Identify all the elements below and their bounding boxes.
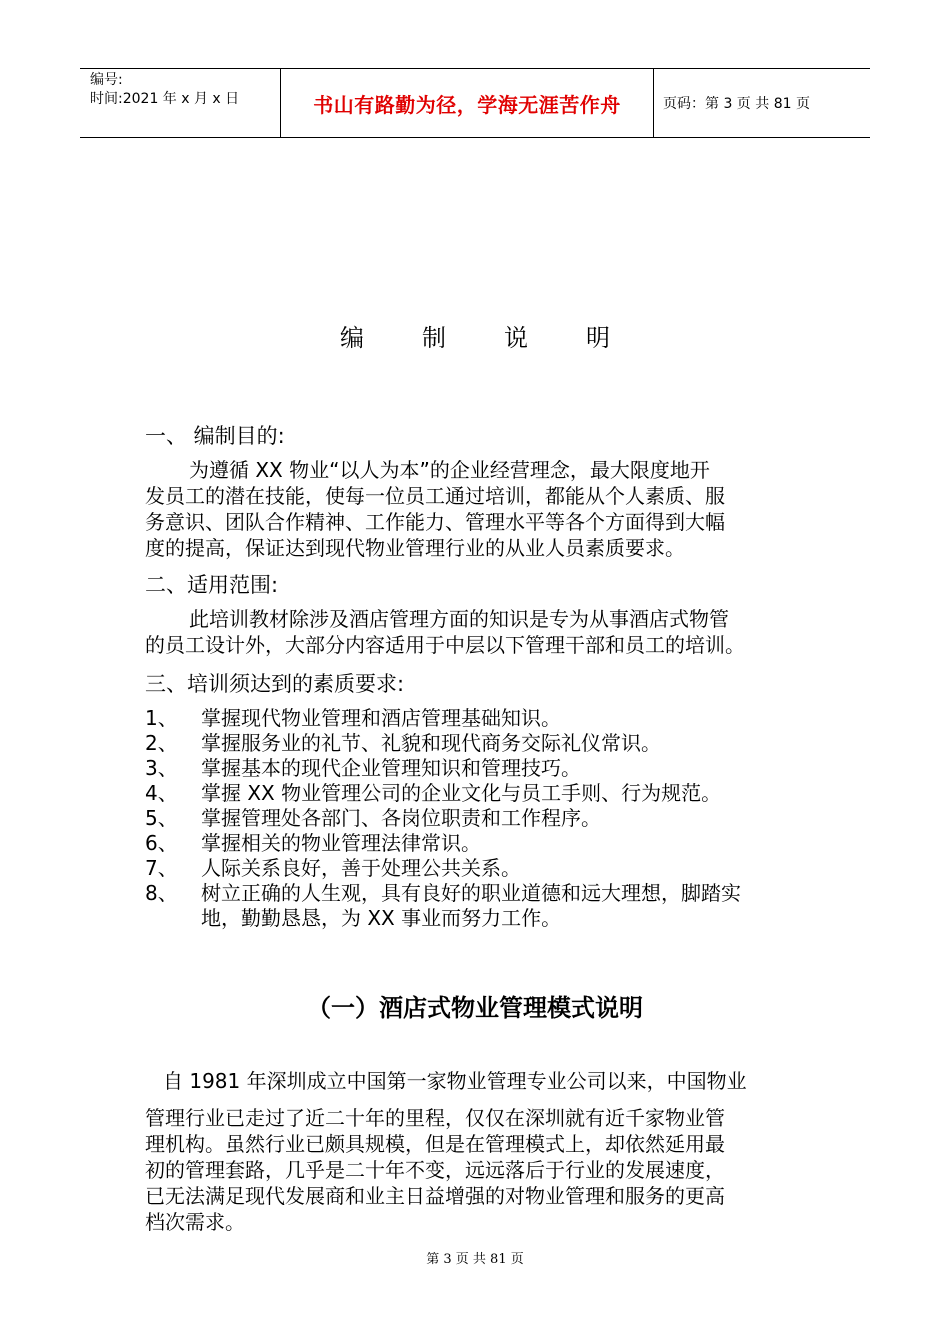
paragraph-line: 度的提高，保证达到现代物业管理行业的从业人员素质要求。	[145, 536, 685, 560]
header-motto: 书山有路勤为径，学海无涯苦作舟	[281, 69, 654, 137]
list-item-continuation	[145, 906, 561, 931]
list-item	[145, 731, 661, 756]
page-header	[80, 68, 870, 138]
date-label: 时间:2021 年 x 月 x 日	[90, 91, 240, 107]
list-item	[145, 881, 741, 906]
paragraph-line: 为遵循 XX 物业“以人为本”的企业经营理念，最大限度地开	[189, 458, 710, 482]
list-number: 6、	[145, 831, 178, 855]
list-number: 3、	[145, 756, 178, 780]
serial-number-label: 编号:	[90, 72, 123, 88]
list-text: 人际关系良好，善于处理公共关系。	[201, 856, 521, 880]
document-title: 编制说明	[340, 324, 668, 352]
list-text: 掌握相关的物业管理法律常识。	[201, 831, 481, 855]
paragraph-line: 档次需求。	[145, 1210, 245, 1234]
header-meta	[80, 69, 281, 137]
list-item	[145, 706, 561, 731]
chapter-subtitle: （一）酒店式物业管理模式说明	[307, 994, 643, 1022]
paragraph-line: 初的管理套路，几乎是二十年不变，远远落后于行业的发展速度，	[145, 1158, 725, 1182]
intro-body	[145, 1105, 810, 1235]
list-item	[145, 756, 581, 781]
section-heading-purpose: 一、 编制目的:	[145, 424, 285, 448]
list-text: 掌握基本的现代企业管理知识和管理技巧。	[201, 756, 581, 780]
paragraph-line: 务意识、团队合作精神、工作能力、管理水平等各个方面得到大幅	[145, 510, 725, 534]
section-body-scope	[145, 606, 810, 658]
paragraph-line: 此培训教材除涉及酒店管理方面的知识是专为从事酒店式物管	[189, 607, 729, 631]
list-text: 树立正确的人生观，具有良好的职业道德和远大理想，脚踏实	[201, 881, 741, 905]
list-number: 4、	[145, 781, 178, 805]
list-text: 地，勤勤恳恳，为 XX 事业而努力工作。	[201, 906, 562, 930]
list-text: 掌握服务业的礼节、礼貌和现代商务交际礼仪常识。	[201, 731, 661, 755]
paragraph-line: 管理行业已走过了近二十年的里程，仅仅在深圳就有近千家物业管	[145, 1106, 725, 1130]
section-body-purpose	[145, 457, 810, 561]
list-number: 7、	[145, 856, 178, 880]
list-item	[145, 831, 481, 856]
paragraph-line: 已无法满足现代发展商和业主日益增强的对物业管理和服务的更高	[145, 1184, 725, 1208]
section-heading-requirements: 三、培训须达到的素质要求:	[145, 672, 405, 696]
paragraph-line: 理机构。虽然行业已颇具规模，但是在管理模式上，却依然延用最	[145, 1132, 725, 1156]
list-item	[145, 781, 721, 806]
list-text: 掌握管理处各部门、各岗位职责和工作程序。	[201, 806, 601, 830]
header-page-info: 页码：第 3 页 共 81 页	[663, 96, 810, 112]
list-number: 8、	[145, 881, 178, 905]
list-number: 1、	[145, 706, 178, 730]
list-number: 5、	[145, 806, 178, 830]
list-text: 掌握现代物业管理和酒店管理基础知识。	[201, 706, 561, 730]
list-item	[145, 806, 601, 831]
paragraph-line: 发员工的潜在技能，使每一位员工通过培训，都能从个人素质、服	[145, 484, 725, 508]
page-footer: 第 3 页 共 81 页	[426, 1252, 524, 1267]
section-heading-scope: 二、适用范围:	[145, 573, 279, 597]
list-text: 掌握 XX 物业管理公司的企业文化与员工手则、行为规范。	[201, 781, 722, 805]
list-item	[145, 856, 521, 881]
intro-first-line: 自 1981 年深圳成立中国第一家物业管理专业公司以来，中国物业	[163, 1069, 747, 1093]
list-number: 2、	[145, 731, 178, 755]
paragraph-line: 的员工设计外，大部分内容适用于中层以下管理干部和员工的培训。	[145, 633, 745, 657]
